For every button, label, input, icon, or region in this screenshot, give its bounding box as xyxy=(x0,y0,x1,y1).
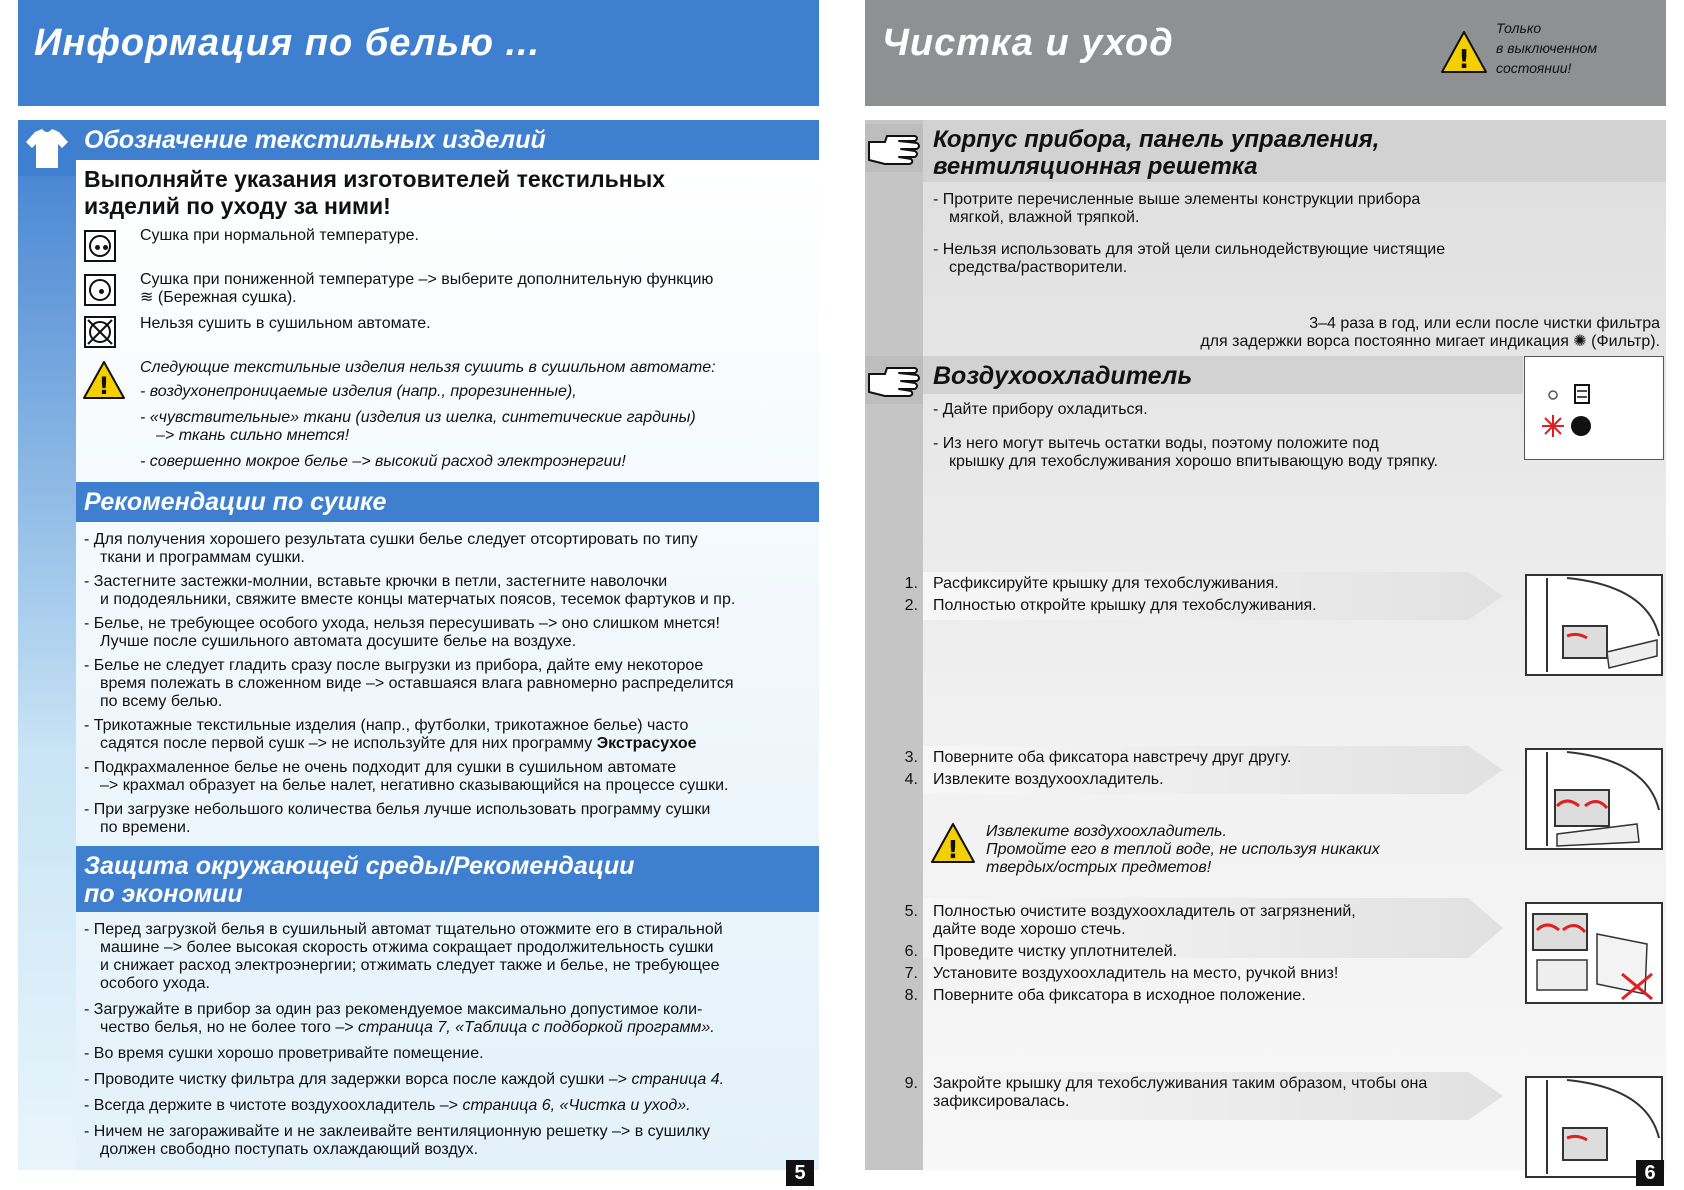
eco-tip-1-line4: особого ухода. xyxy=(100,975,210,992)
warning-item-2-line1: - «чувствительные» ткани (изделия из шелка, синтетические гардины) xyxy=(140,409,696,426)
hand-pointer-icon xyxy=(865,124,923,172)
page-number-left: 5 xyxy=(786,1160,814,1186)
textile-subheading-line2: изделий по уходу за ними! xyxy=(84,193,391,219)
clean-cooler-illustration xyxy=(1525,902,1663,1004)
symbol-normal-temp-text: Сушка при нормальной температуре. xyxy=(140,227,419,244)
step-number: 1. xyxy=(904,575,918,592)
warning-item-3: - совершенно мокрое белье –> высокий расход электроэнергии! xyxy=(140,453,626,470)
eco-tip-2-line2: чество белья, но не более того –> страница 7, «Таблица с подборкой программ». xyxy=(100,1019,715,1036)
cooler-tip-1: - Дайте прибору охладиться. xyxy=(933,401,1148,418)
dry-low-temp-icon xyxy=(84,274,116,306)
step-5-text-line2: дайте воде хорошо стечь. xyxy=(933,921,1126,938)
svg-text:!: ! xyxy=(947,835,959,864)
textile-subheading-line1: Выполняйте указания изготовителей текстильных xyxy=(84,166,666,192)
cooler-tip-2-line1: - Из него могут вытечь остатки воды, поэтому положите под xyxy=(933,435,1379,452)
page-6-link[interactable]: страница 6, «Чистка и уход». xyxy=(462,1097,691,1114)
drying-tip-1-line1: - Для получения хорошего результата сушки белье следует отсортировать по типу xyxy=(84,531,698,548)
step-4-text: Извлеките воздухоохладитель. xyxy=(933,771,1164,788)
drying-tip-7-line1: - При загрузке небольшого количества белья лучше использовать программу сушки xyxy=(84,801,711,818)
step-number: 7. xyxy=(904,965,918,982)
section-heading-drying-tips: Рекомендации по сушке xyxy=(76,482,819,522)
drying-tip-3-line2: Лучше после сушильного автомата досушите белье на воздухе. xyxy=(100,633,577,650)
gentle-dry-icon: ≋ xyxy=(140,289,154,306)
tshirt-icon xyxy=(18,120,76,176)
drying-tip-4-line2: время полежать в сложенном виде –> оставшаяся влага равномерно распределится xyxy=(100,675,734,692)
right-page-title: Чистка и уход xyxy=(882,22,1174,64)
eco-tip-3: - Во время сушки хорошо проветривайте помещение. xyxy=(84,1045,484,1062)
do-not-tumble-dry-icon xyxy=(84,316,116,348)
left-page-title: Информация по белью ... xyxy=(34,22,541,64)
eco-tip-1-line3: и снижает расход электроэнергии; отжимать следует также и белье, не требующее xyxy=(100,957,720,974)
page-number-right: 6 xyxy=(1636,1160,1664,1186)
section-heading-air-cooler: Воздухоохладитель xyxy=(923,356,1523,394)
warning-item-2-line2: –> ткань сильно мнется! xyxy=(156,427,350,444)
drying-tip-4-line3: по всему белью. xyxy=(100,693,223,710)
cooler-warning-line2: Промойте его в теплой воде, не используя никаких xyxy=(986,841,1380,858)
warning-item-1: - воздухонепроницаемые изделия (напр., прорезиненные), xyxy=(140,383,577,400)
section-heading-textile-labels: Обозначение текстильных изделий xyxy=(76,120,819,160)
symbol-no-dry-text: Нельзя сушить в сушильном автомате. xyxy=(140,315,431,332)
eco-tip-1-line2: машине –> более высокая скорость отжима сокращает продолжительность сушки xyxy=(100,939,714,956)
step-number: 2. xyxy=(904,597,918,614)
program-table-link[interactable]: страница 7, «Таблица с подборкой программ». xyxy=(358,1019,715,1036)
eco-tip-6-line2: должен свободно поступать охлаждающий воздух. xyxy=(100,1141,479,1158)
hand-pointer-icon xyxy=(865,356,923,404)
filter-indicator-panel xyxy=(1524,356,1664,460)
eco-tip-1-line1: - Перед загрузкой белья в сушильный автомат тщательно отожмите его в стиральной xyxy=(84,921,723,938)
extra-dry-program-name: Экстрасухое xyxy=(596,735,697,752)
drying-tip-2-line1: - Застегните застежки-молнии, вставьте крючки в петли, застегните наволочки xyxy=(84,573,668,590)
cooler-tip-2-line2: крышку для техобслуживания хорошо впитывающую воду тряпку. xyxy=(949,453,1438,470)
frequency-note-line1: 3–4 раза в год, или если после чистки фильтра xyxy=(1309,315,1660,332)
housing-tip-2-line2: средства/растворители. xyxy=(949,259,1128,276)
symbol-low-temp-text-line2: ≋ (Бережная сушка). xyxy=(140,289,297,306)
left-side-strip xyxy=(18,120,76,1170)
drying-tip-6-line2: –> крахмал образует на белье налет, негативно сказывающийся на процессе сушки. xyxy=(100,777,729,794)
drying-tip-2-line2: и пододеяльники, свяжите вместе концы матерчатых поясов, тесемок фартуков и пр. xyxy=(100,591,736,608)
step-number: 4. xyxy=(904,771,918,788)
remove-cooler-illustration xyxy=(1525,748,1663,850)
drying-tip-7-line2: по времени. xyxy=(100,819,191,836)
drying-tip-5-line2: садятся после первой сушк –> не используйте для них программу Экстрасухое xyxy=(100,735,697,752)
step-number: 3. xyxy=(904,749,918,766)
housing-tip-1-line1: - Протрите перечисленные выше элементы конструкции прибора xyxy=(933,191,1421,208)
step-number: 6. xyxy=(904,943,918,960)
eco-tip-4: - Проводите чистку фильтра для задержки ворса после каждой сушки –> страница 4. xyxy=(84,1071,725,1088)
drying-tip-1-line2: ткани и программам сушки. xyxy=(100,549,305,566)
cooler-warning-icon xyxy=(930,822,976,869)
cooler-warning-line3: твердых/острых предметов! xyxy=(986,859,1212,876)
page-4-link[interactable]: страница 4. xyxy=(631,1071,725,1088)
step-9-text-line1: Закройте крышку для техобслуживания таким образом, чтобы она xyxy=(933,1075,1428,1092)
power-off-note-line2: в выключенном xyxy=(1496,40,1598,56)
drying-tip-3-line1: - Белье, не требующее особого ухода, нельзя пересушивать –> оно слишком мнется! xyxy=(84,615,720,632)
warning-intro: Следующие текстильные изделия нельзя сушить в сушильном автомате: xyxy=(140,359,716,376)
power-off-note-line1: Только xyxy=(1496,20,1542,36)
section-heading-housing: Корпус прибора, панель управления, вентиляционная решетка xyxy=(923,120,1666,182)
power-off-warning-icon xyxy=(1440,30,1488,79)
step-3-text: Поверните оба фиксатора навстречу друг другу. xyxy=(933,749,1292,766)
power-off-note-line3: состоянии! xyxy=(1496,60,1572,76)
frequency-note-line2: для задержки ворса постоянно мигает индикация ✺ (Фильтр). xyxy=(1200,333,1660,350)
symbol-low-temp-text-line1: Сушка при пониженной температуре –> выберите дополнительную функцию xyxy=(140,271,714,288)
drying-tip-5-line1: - Трикотажные текстильные изделия (напр., футболки, трикотажное белье) часто xyxy=(84,717,689,734)
step-2-text: Полностью откройте крышку для техобслуживания. xyxy=(933,597,1317,614)
open-cover-illustration xyxy=(1525,574,1663,676)
svg-text:!: ! xyxy=(1458,45,1470,74)
right-side-strip xyxy=(865,120,923,1170)
svg-text:!: ! xyxy=(98,372,110,400)
drying-tip-4-line1: - Белье не следует гладить сразу после выгрузки из прибора, дайте ему некоторое xyxy=(84,657,704,674)
cooler-warning-line1: Извлеките воздухоохладитель. xyxy=(986,823,1227,840)
step-number: 8. xyxy=(904,987,918,1004)
step-1-text: Расфиксируйте крышку для техобслуживания. xyxy=(933,575,1279,592)
step-9-text-line2: зафиксировалась. xyxy=(933,1093,1070,1110)
step-7-text: Установите воздухоохладитель на место, ручкой вниз! xyxy=(933,965,1339,982)
step-number: 5. xyxy=(904,903,918,920)
step-8-text: Поверните оба фиксатора в исходное положение. xyxy=(933,987,1306,1004)
step-5-text-line1: Полностью очистите воздухоохладитель от загрязнений, xyxy=(933,903,1356,920)
step-6-text: Проведите чистку уплотнителей. xyxy=(933,943,1178,960)
eco-tip-5: - Всегда держите в чистоте воздухоохладитель –> страница 6, «Чистка и уход». xyxy=(84,1097,691,1114)
dry-normal-temp-icon xyxy=(84,230,116,262)
housing-tip-2-line1: - Нельзя использовать для этой цели сильнодействующие чистящие xyxy=(933,241,1446,258)
drying-tip-6-line1: - Подкрахмаленное белье не очень подходит для сушки в сушильном автомате xyxy=(84,759,677,776)
warning-icon xyxy=(82,360,126,405)
eco-tip-6-line1: - Ничем не загораживайте и не заклеивайте вентиляционную решетку –> в сушилку xyxy=(84,1123,710,1140)
housing-tip-1-line2: мягкой, влажной тряпкой. xyxy=(949,209,1140,226)
step-number: 9. xyxy=(904,1075,918,1092)
section-heading-environment: Защита окружающей среды/Рекомендации по экономии xyxy=(76,846,819,912)
eco-tip-2-line1: - Загружайте в прибор за один раз рекомендуемое максимально допустимое коли- xyxy=(84,1001,703,1018)
